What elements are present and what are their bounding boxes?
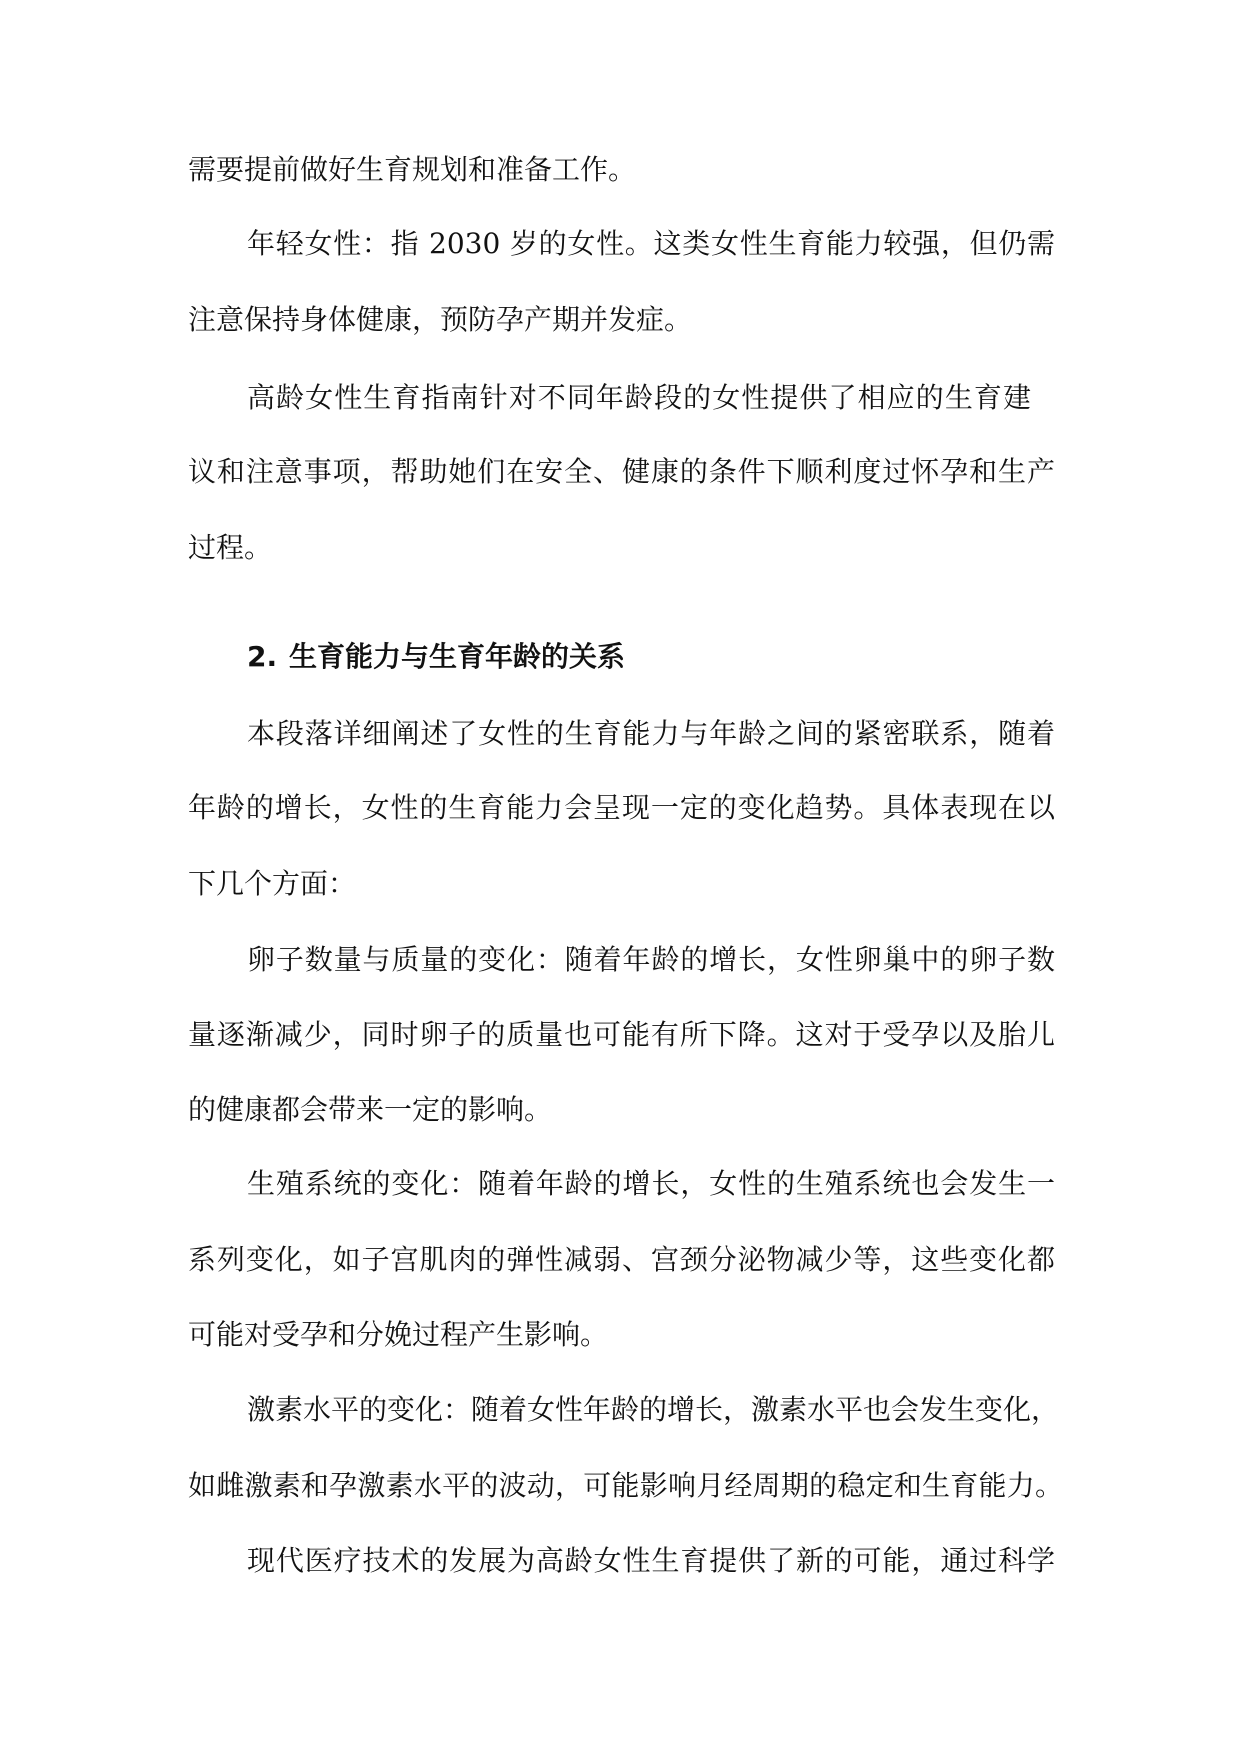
text-line: 需要提前做好生育规划和准备工作。 [188,153,637,186]
text-line: 注意保持身体健康，预防孕产期并发症。 [188,303,693,336]
text-line: 高龄女性生育指南针对不同年龄段的女性提供了相应的生育建 [247,381,1031,414]
text-line: 议和注意事项，帮助她们在安全、健康的条件下顺利度过怀孕和生产 [188,455,1055,488]
text-line: 的健康都会带来一定的影响。 [188,1093,553,1126]
text-line: 生殖系统的变化：随着年龄的增长，女性的生殖系统也会发生一 [247,1167,1055,1200]
text-line: 年龄的增长，女性的生育能力会呈现一定的变化趋势。具体表现在以 [188,791,1055,824]
text-line: 过程。 [188,531,273,564]
text-line: 量逐渐减少，同时卵子的质量也可能有所下降。这对于受孕以及胎儿 [188,1018,1055,1051]
section-heading [247,637,625,677]
text-line: 下几个方面： [188,867,357,900]
text-line: 年轻女性：指 2030 岁的女性。这类女性生育能力较强，但仍需 [247,227,1055,260]
text-line: 激素水平的变化：随着女性年龄的增长，激素水平也会发生变化， [247,1393,1060,1426]
text-line: 可能对受孕和分娩过程产生影响。 [188,1318,609,1351]
text-line: 系列变化，如子宫肌肉的弹性减弱、宫颈分泌物减少等，这些变化都 [188,1243,1055,1276]
text-line: 如雌激素和孕激素水平的波动，可能影响月经周期的稳定和生育能力。 [188,1469,1063,1502]
section-title: 生育能力与生育年龄的关系 [289,640,626,673]
text-line: 本段落详细阐述了女性的生育能力与年龄之间的紧密联系，随着 [247,717,1055,750]
text-line: 现代医疗技术的发展为高龄女性生育提供了新的可能，通过科学 [247,1544,1055,1577]
text-line: 卵子数量与质量的变化：随着年龄的增长，女性卵巢中的卵子数 [247,943,1055,976]
section-number: 2. [247,640,278,673]
